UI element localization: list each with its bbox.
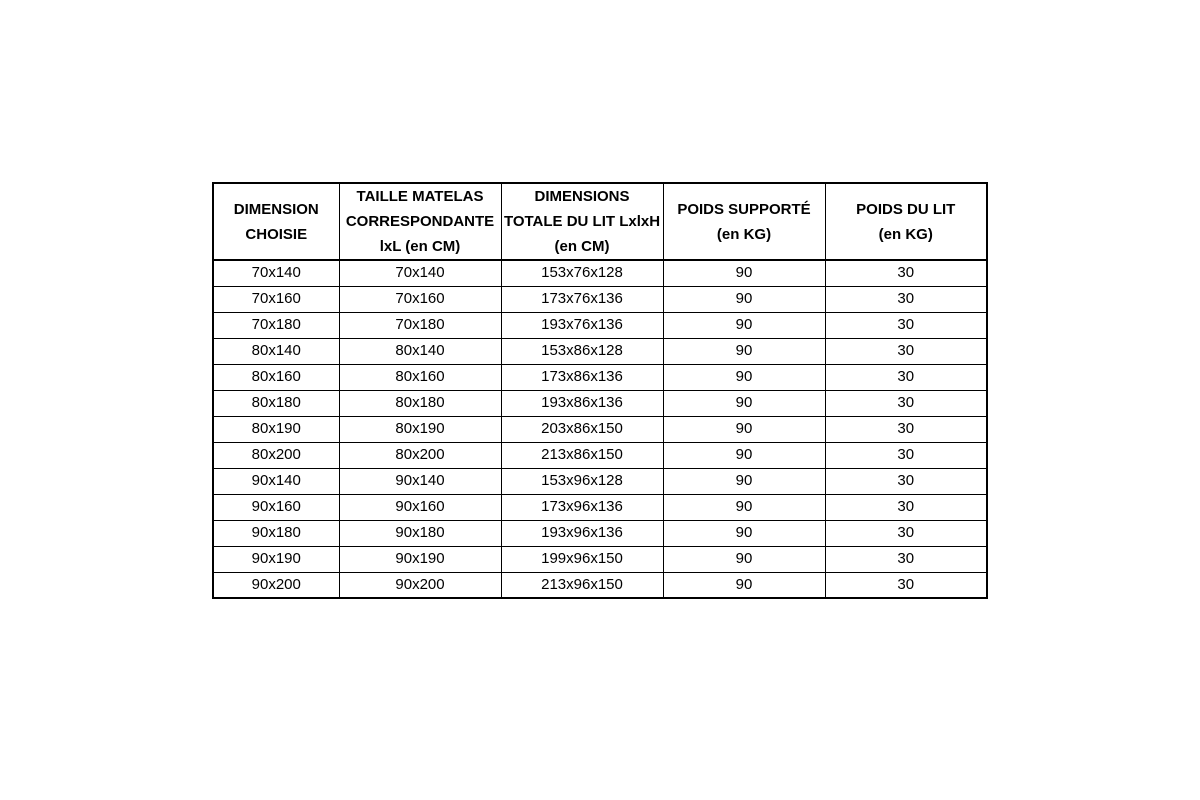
cell-poids-du-lit: 30 <box>825 442 987 468</box>
header-line: lxL (en CM) <box>379 238 461 255</box>
cell-dimension-choisie: 80x180 <box>213 390 339 416</box>
cell-poids-du-lit: 30 <box>825 390 987 416</box>
header-poids-supporte <box>663 183 825 260</box>
header-poids-du-lit <box>825 183 987 260</box>
cell-dimensions-totale: 173x96x136 <box>501 494 663 520</box>
cell-dimension-choisie: 80x140 <box>213 338 339 364</box>
table-row <box>213 338 987 364</box>
cell-taille-matelas: 90x200 <box>339 572 501 598</box>
cell-poids-supporte: 90 <box>663 364 825 390</box>
header-line: (en KG) <box>878 225 933 243</box>
cell-taille-matelas: 80x160 <box>339 364 501 390</box>
cell-taille-matelas: 90x190 <box>339 546 501 572</box>
cell-poids-supporte: 90 <box>663 338 825 364</box>
cell-dimension-choisie: 70x140 <box>213 260 339 286</box>
header-taille-matelas <box>339 183 501 260</box>
table-row <box>213 364 987 390</box>
header-dimension-choisie <box>213 183 339 260</box>
cell-dimension-choisie: 80x160 <box>213 364 339 390</box>
table-row <box>213 468 987 494</box>
cell-taille-matelas: 90x140 <box>339 468 501 494</box>
header-line: POIDS DU LIT <box>856 200 956 218</box>
cell-dimensions-totale: 153x96x128 <box>501 468 663 494</box>
header-line: (en CM) <box>554 238 610 255</box>
cell-dimensions-totale: 213x86x150 <box>501 442 663 468</box>
cell-dimensions-totale: 203x86x150 <box>501 416 663 442</box>
cell-poids-du-lit: 30 <box>825 338 987 364</box>
cell-poids-du-lit: 30 <box>825 468 987 494</box>
table-header <box>213 183 987 260</box>
cell-dimensions-totale: 193x76x136 <box>501 312 663 338</box>
cell-poids-du-lit: 30 <box>825 520 987 546</box>
table-row <box>213 260 987 286</box>
cell-poids-supporte: 90 <box>663 572 825 598</box>
cell-poids-du-lit: 30 <box>825 494 987 520</box>
cell-taille-matelas: 80x180 <box>339 390 501 416</box>
table-row <box>213 286 987 312</box>
header-dimensions-totale <box>501 183 663 260</box>
cell-taille-matelas: 70x140 <box>339 260 501 286</box>
table-row <box>213 390 987 416</box>
cell-poids-supporte: 90 <box>663 286 825 312</box>
table-row <box>213 572 987 598</box>
cell-dimension-choisie: 90x140 <box>213 468 339 494</box>
cell-dimensions-totale: 173x76x136 <box>501 286 663 312</box>
cell-poids-du-lit: 30 <box>825 364 987 390</box>
header-line: TAILLE MATELAS <box>356 188 484 205</box>
header-line: DIMENSIONS <box>534 188 630 205</box>
cell-dimensions-totale: 193x86x136 <box>501 390 663 416</box>
cell-dimensions-totale: 199x96x150 <box>501 546 663 572</box>
cell-poids-du-lit: 30 <box>825 416 987 442</box>
table-body <box>213 260 987 598</box>
header-line: POIDS SUPPORTÉ <box>677 200 811 218</box>
cell-poids-supporte: 90 <box>663 546 825 572</box>
cell-poids-du-lit: 30 <box>825 546 987 572</box>
table-row <box>213 520 987 546</box>
cell-dimension-choisie: 90x200 <box>213 572 339 598</box>
cell-poids-du-lit: 30 <box>825 260 987 286</box>
cell-taille-matelas: 70x160 <box>339 286 501 312</box>
bed-dimensions-table <box>212 182 988 599</box>
cell-taille-matelas: 90x180 <box>339 520 501 546</box>
table-row <box>213 442 987 468</box>
cell-dimensions-totale: 173x86x136 <box>501 364 663 390</box>
header-line: TOTALE DU LIT LxlxH <box>503 213 661 230</box>
cell-dimensions-totale: 153x76x128 <box>501 260 663 286</box>
cell-poids-supporte: 90 <box>663 312 825 338</box>
cell-taille-matelas: 80x200 <box>339 442 501 468</box>
header-row <box>213 183 987 260</box>
cell-taille-matelas: 80x190 <box>339 416 501 442</box>
cell-poids-du-lit: 30 <box>825 312 987 338</box>
header-line: CHOISIE <box>245 225 308 243</box>
cell-poids-supporte: 90 <box>663 260 825 286</box>
table-row <box>213 494 987 520</box>
cell-poids-supporte: 90 <box>663 494 825 520</box>
cell-dimension-choisie: 70x180 <box>213 312 339 338</box>
cell-poids-du-lit: 30 <box>825 286 987 312</box>
cell-dimension-choisie: 90x180 <box>213 520 339 546</box>
table-row <box>213 546 987 572</box>
cell-poids-supporte: 90 <box>663 468 825 494</box>
cell-dimension-choisie: 70x160 <box>213 286 339 312</box>
cell-dimension-choisie: 80x200 <box>213 442 339 468</box>
table-row <box>213 416 987 442</box>
cell-taille-matelas: 90x160 <box>339 494 501 520</box>
cell-taille-matelas: 70x180 <box>339 312 501 338</box>
cell-dimension-choisie: 80x190 <box>213 416 339 442</box>
cell-dimensions-totale: 213x96x150 <box>501 572 663 598</box>
cell-poids-supporte: 90 <box>663 442 825 468</box>
cell-dimension-choisie: 90x190 <box>213 546 339 572</box>
header-line: CORRESPONDANTE <box>345 213 495 230</box>
header-line: (en KG) <box>716 225 772 243</box>
cell-dimensions-totale: 153x86x128 <box>501 338 663 364</box>
cell-poids-supporte: 90 <box>663 390 825 416</box>
table-row <box>213 312 987 338</box>
cell-poids-supporte: 90 <box>663 416 825 442</box>
cell-taille-matelas: 80x140 <box>339 338 501 364</box>
cell-poids-supporte: 90 <box>663 520 825 546</box>
cell-dimensions-totale: 193x96x136 <box>501 520 663 546</box>
cell-poids-du-lit: 30 <box>825 572 987 598</box>
cell-dimension-choisie: 90x160 <box>213 494 339 520</box>
header-line: DIMENSION <box>233 200 319 218</box>
